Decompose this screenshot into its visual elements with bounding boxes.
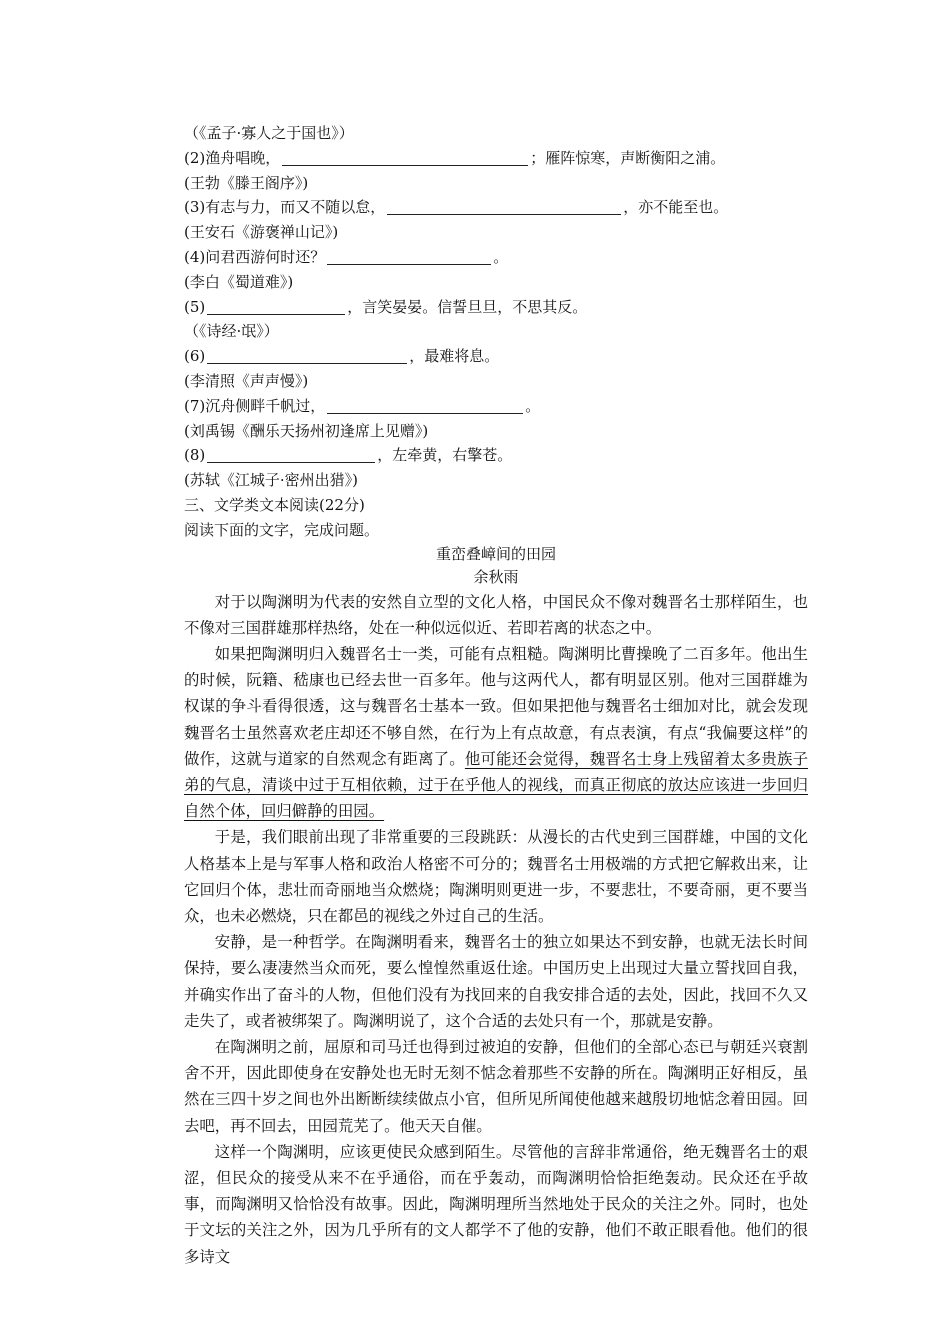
answer-blank[interactable] xyxy=(282,150,528,166)
paragraph-text: 安静，是一种哲学。在陶渊明看来，魏晋名士的独立如果达不到安静，也就无法长时间保持，要么凄凄然当众而死，要么惶惶然重返仕途。中国历史上出现过大量立誓找回自我，并确实作出了奋斗的人物，但他们没有为找回来的自我安排合适的去处，因此，找回不久又走失了，或者被绑架了。陶渊明说了，这个合适的去处只有一个，那就是安静。 xyxy=(184,933,808,1030)
source-citation: (李清照《声声慢》) xyxy=(184,371,309,390)
fill-in-question xyxy=(184,344,808,369)
fill-in-question xyxy=(184,195,808,220)
fill-in-question xyxy=(184,295,808,320)
fill-in-questions xyxy=(184,121,808,493)
article-author: 余秋雨 xyxy=(473,567,519,586)
question-text-after: ，左牵黄，右擎苍。 xyxy=(377,446,513,465)
paragraph-text: 如果把陶渊明归入魏晋名士一类，可能有点粗糙。陶渊明比曹操晚了二百多年。他出生的时候，阮籍、嵇康也已经去世一百多年。他与这两代人，都有明显区别。他对三国群雄为权谋的争斗看得很透，这与魏晋名士基本一致。但如果把他与魏晋名士细加对比，就会发现魏晋名士虽然喜欢老庄却还不够自然，在行为上有点故意，有点表演，有点“我偏要这样”的做作，这就与道家的自然观念有距离了。 xyxy=(184,644,808,768)
question-text-after: ，言笑晏晏。信誓旦旦，不思其反。 xyxy=(347,297,588,316)
source-citation: （《孟子·寡人之于国也》） xyxy=(184,124,354,142)
question-text-before: 问君西游何时还？ xyxy=(205,247,326,266)
fill-in-question xyxy=(184,245,808,270)
question-number: (6) xyxy=(184,347,206,366)
paragraph-text: 于是，我们眼前出现了非常重要的三段跳跃：从漫长的古代史到三国群雄，中国的文化人格基本上是与军事人格和政治人格密不可分的；魏晋名士用极端的方式把它解救出来，让它回归个体，悲壮而奇丽地当众燃烧；陶渊明则更进一步，不要悲壮，不要奇丽，更不要当众，也未必燃烧，只在都邑的视线之外过自己的生活。 xyxy=(184,828,808,925)
question-text-after: ，亦不能至也。 xyxy=(623,198,729,217)
question-text-after: 。 xyxy=(525,396,541,415)
question-number: (4) xyxy=(184,247,206,266)
answer-blank[interactable] xyxy=(327,249,491,265)
question-text-after: ，最难将息。 xyxy=(409,347,500,366)
paragraph-text: 这样一个陶渊明，应该更使民众感到陌生。尽管他的言辞非常通俗，绝无魏晋名士的艰涩，但民众的接受从来不在乎通俗，而在乎轰动，而陶渊明恰恰拒绝轰动。民众还在乎故事，而陶渊明又恰恰没有故事。因此，陶渊明理所当然地处于民众的关注之外。同时，也处于文坛的关注之外，因为几乎所有的文人都学不了他的安静，他们不敢正眼看他。他们的很多诗文 xyxy=(184,1142,808,1266)
article-paragraph xyxy=(184,929,808,1034)
answer-blank[interactable] xyxy=(207,299,345,315)
question-text-after: ；雁阵惊寒，声断衡阳之浦。 xyxy=(530,148,726,167)
question-text-before: 渔舟唱晚， xyxy=(205,148,281,167)
answer-blank[interactable] xyxy=(207,447,375,463)
article-title: 重峦叠嶂间的田园 xyxy=(435,544,556,563)
source-citation: (王安石《游褒禅山记》) xyxy=(184,223,339,242)
document-page xyxy=(184,121,808,1270)
article-paragraph xyxy=(184,589,808,641)
question-number: (3) xyxy=(184,198,206,217)
section-heading: 三、文学类文本阅读(22分) xyxy=(184,495,365,514)
question-number: (5) xyxy=(184,297,206,316)
question-text-before: 有志与力，而又不随以怠， xyxy=(205,198,386,217)
question-number: (7) xyxy=(184,396,206,415)
source-citation: (李白《蜀道难》) xyxy=(184,272,294,291)
article-paragraph xyxy=(184,1034,808,1139)
question-text-before: 沉舟侧畔千帆过， xyxy=(205,396,326,415)
source-citation: (刘禹锡《酬乐天扬州初逢席上见赠》) xyxy=(184,421,429,440)
source-citation: (王勃《滕王阁序》) xyxy=(184,173,309,192)
question-number: (8) xyxy=(184,446,206,465)
paragraph-text: 在陶渊明之前，屈原和司马迁也得到过被迫的安静，但他们的全部心态已与朝廷兴衰割舍不开，因此即使身在安静处也无时无刻不惦念着那些不安静的所在。陶渊明正好相反，虽然在三四十岁之间也外出断断续续做点小官，但所见所闻使他越来越殷切地惦念着田园。回去吧，再不回去，田园荒芜了。他天天自催。 xyxy=(184,1038,808,1135)
source-citation: (苏轼《江城子·密州出猎》) xyxy=(184,471,358,490)
fill-in-question xyxy=(184,394,808,419)
article-paragraph xyxy=(184,641,808,824)
paragraph-text: 对于以陶渊明为代表的安然自立型的文化人格，中国民众不像对魏晋名士那样陌生，也不像对三国群雄那样热络，处在一种似远似近、若即若离的状态之中。 xyxy=(184,592,808,637)
article-body xyxy=(184,589,808,1270)
source-citation: （《诗经·氓》） xyxy=(184,322,279,341)
question-number: (2) xyxy=(184,148,206,167)
article-paragraph xyxy=(184,1139,808,1270)
fill-in-question xyxy=(184,146,808,171)
underlined-sentence: 他可能还会觉得，魏晋名士身上残留着太多贵族子弟的气息，清谈中过于互相依赖，过于在乎他人的视线，而真正彻底的放达应该进一步回归自然个体，回归僻静的田园。 xyxy=(184,749,808,821)
section-instruction: 阅读下面的文字，完成问题。 xyxy=(184,520,380,539)
answer-blank[interactable] xyxy=(207,348,407,364)
answer-blank[interactable] xyxy=(387,199,621,215)
question-text-after: 。 xyxy=(493,247,509,266)
answer-blank[interactable] xyxy=(327,398,523,414)
fill-in-question xyxy=(184,443,808,468)
article-paragraph xyxy=(184,824,808,929)
